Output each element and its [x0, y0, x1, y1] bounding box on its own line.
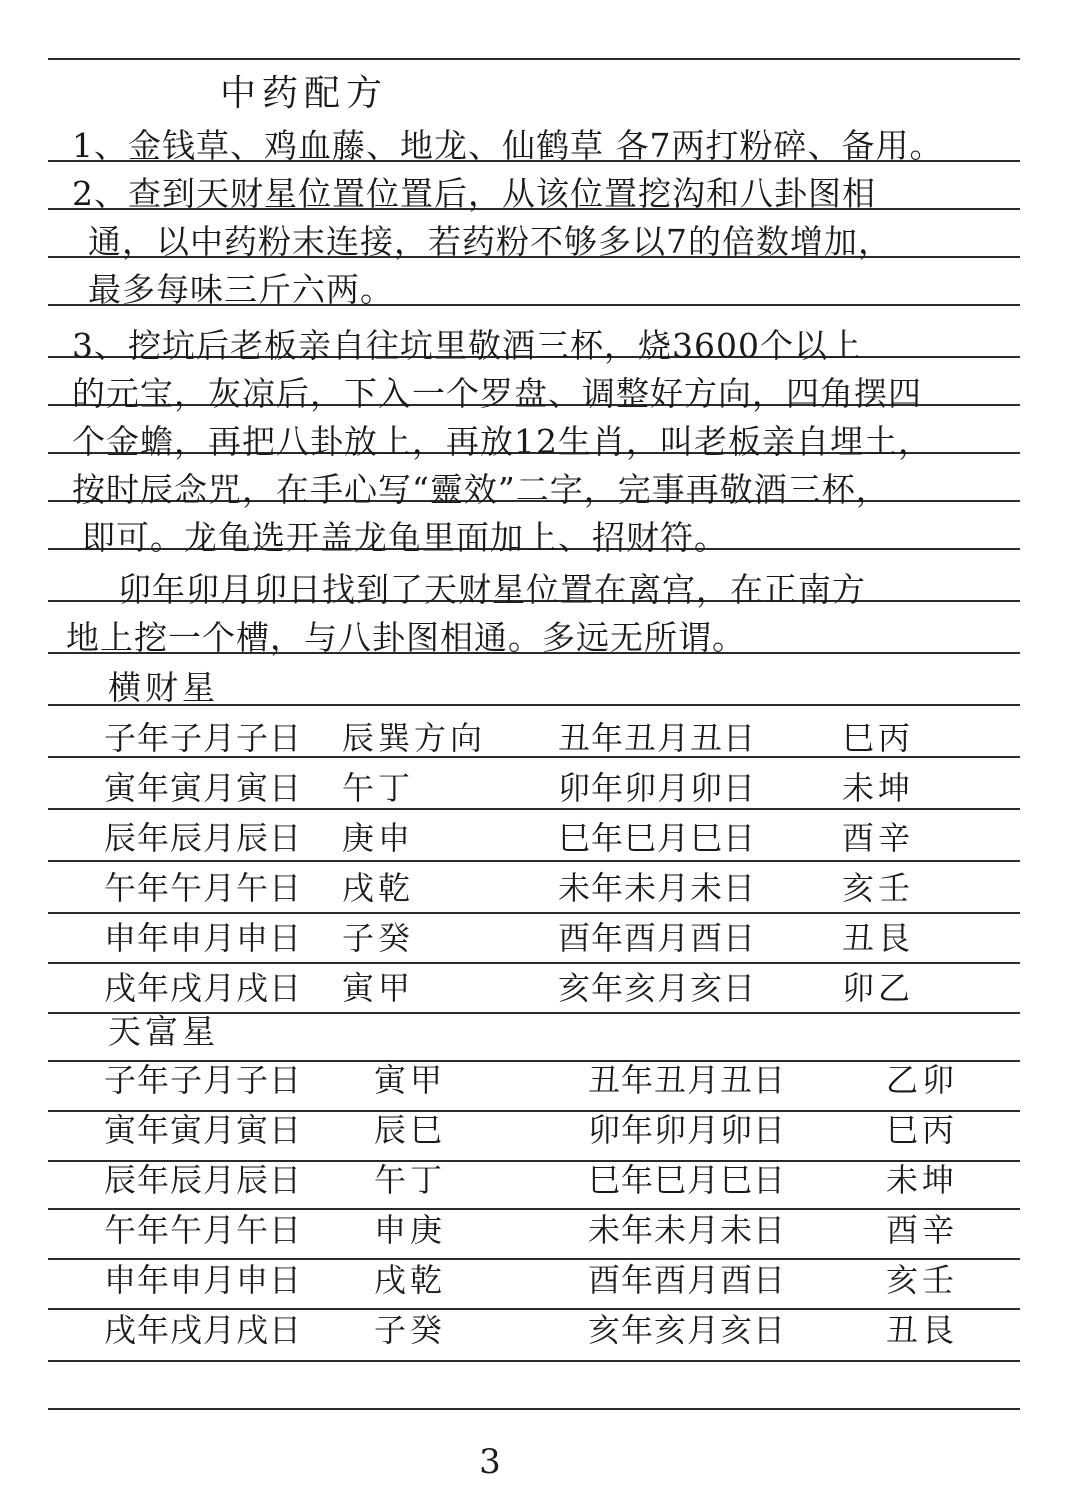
heng-cai-xing-left-date: 辰年辰月辰日: [104, 819, 303, 857]
tian-fu-xing-left-direction: 寅甲: [374, 1061, 447, 1099]
tian-fu-xing-right-date: 酉年酉月酉日: [588, 1261, 787, 1299]
tian-fu-xing-right-direction: 乙卯: [886, 1061, 959, 1099]
heng-cai-xing-right-direction: 亥壬: [842, 869, 915, 907]
heng-cai-xing-right-date: 丑年丑月丑日: [558, 719, 757, 757]
heng-cai-xing-left-direction: 辰巽方向: [342, 719, 487, 757]
ruled-line: [48, 1408, 1020, 1410]
tian-fu-xing-right-direction: 巳丙: [886, 1111, 959, 1149]
tian-fu-xing-right-date: 巳年巳月巳日: [588, 1161, 787, 1199]
tian-fu-xing-right-direction: 亥壬: [886, 1261, 959, 1299]
paragraph-line-1: 1、金钱草、鸡血藤、地龙、仙鹤草 各7两打粉碎、备用。: [72, 126, 944, 165]
paragraph-line-7: 个金蟾，再把八卦放上，再放12生肖，叫老板亲自埋土，: [72, 422, 932, 461]
tian-fu-xing-right-direction: 酉辛: [886, 1211, 959, 1249]
heng-cai-xing-left-date: 午年午月午日: [104, 869, 303, 907]
tian-fu-xing-right-date: 卯年卯月卯日: [588, 1111, 787, 1149]
tian-fu-xing-left-direction: 午丁: [374, 1161, 447, 1199]
heng-cai-xing-heading: 横财星: [108, 668, 219, 707]
paragraph-line-4: 最多每味三斤六两。: [88, 270, 394, 309]
ruled-line: [48, 1360, 1020, 1362]
heng-cai-xing-left-direction: 庚申: [342, 819, 415, 857]
page-title: 中药配方: [220, 73, 389, 114]
paragraph-line-5: 3、挖坑后老板亲自往坑里敬酒三杯，烧3600个以上: [72, 326, 862, 365]
heng-cai-xing-right-direction: 丑艮: [842, 919, 915, 957]
paragraph-line-10: 卯年卯月卯日找到了天财星位置在离宫，在正南方: [118, 570, 866, 609]
tian-fu-xing-right-date: 未年未月未日: [588, 1211, 787, 1249]
tian-fu-xing-left-direction: 戌乾: [374, 1261, 447, 1299]
heng-cai-xing-right-direction: 未坤: [842, 769, 915, 807]
tian-fu-xing-left-date: 子年子月子日: [104, 1061, 303, 1099]
heng-cai-xing-right-direction: 卯乙: [842, 969, 915, 1007]
tian-fu-xing-left-direction: 申庚: [374, 1211, 447, 1249]
heng-cai-xing-left-date: 子年子月子日: [104, 719, 303, 757]
tian-fu-xing-left-date: 申年申月申日: [104, 1261, 303, 1299]
heng-cai-xing-right-date: 酉年酉月酉日: [558, 919, 757, 957]
tian-fu-xing-right-date: 丑年丑月丑日: [588, 1061, 787, 1099]
heng-cai-xing-right-date: 未年未月未日: [558, 869, 757, 907]
paragraph-line-6: 的元宝，灰凉后，下入一个罗盘、调整好方向，四角摆四: [72, 374, 922, 413]
tian-fu-xing-left-date: 午年午月午日: [104, 1211, 303, 1249]
paragraph-line-9: 即可。龙龟选开盖龙龟里面加上、招财符。: [82, 518, 728, 557]
paragraph-line-8: 按时辰念咒，在手心写“靈效”二字，完事再敬酒三杯，: [72, 470, 890, 509]
heng-cai-xing-right-direction: 酉辛: [842, 819, 915, 857]
heng-cai-xing-left-date: 戌年戌月戌日: [104, 969, 303, 1007]
tian-fu-xing-left-direction: 辰巳: [374, 1111, 447, 1149]
paragraph-line-3: 通，以中药粉末连接，若药粉不够多以7的倍数增加，: [88, 222, 892, 261]
tian-fu-xing-right-date: 亥年亥月亥日: [588, 1311, 787, 1349]
heng-cai-xing-right-date: 亥年亥月亥日: [558, 969, 757, 1007]
heng-cai-xing-left-direction: 午丁: [342, 769, 415, 807]
heng-cai-xing-right-date: 卯年卯月卯日: [558, 769, 757, 807]
tian-fu-xing-heading: 天富星: [108, 1012, 219, 1051]
tian-fu-xing-left-date: 戌年戌月戌日: [104, 1311, 303, 1349]
heng-cai-xing-right-direction: 巳丙: [842, 719, 915, 757]
heng-cai-xing-left-date: 申年申月申日: [104, 919, 303, 957]
heng-cai-xing-right-date: 巳年巳月巳日: [558, 819, 757, 857]
heng-cai-xing-left-direction: 子癸: [342, 919, 415, 957]
heng-cai-xing-left-date: 寅年寅月寅日: [104, 769, 303, 807]
paragraph-line-11: 地上挖一个槽，与八卦图相通。多远无所谓。: [66, 618, 746, 657]
paragraph-line-2: 2、查到天财星位置位置后，从该位置挖沟和八卦图相: [72, 174, 876, 213]
tian-fu-xing-right-direction: 丑艮: [886, 1311, 959, 1349]
tian-fu-xing-right-direction: 未坤: [886, 1161, 959, 1199]
tian-fu-xing-left-date: 寅年寅月寅日: [104, 1111, 303, 1149]
tian-fu-xing-left-date: 辰年辰月辰日: [104, 1161, 303, 1199]
tian-fu-xing-left-direction: 子癸: [374, 1311, 447, 1349]
page-number: 3: [479, 1442, 501, 1482]
heng-cai-xing-left-direction: 寅甲: [342, 969, 415, 1007]
ruled-line: [48, 58, 1020, 60]
heng-cai-xing-left-direction: 戌乾: [342, 869, 415, 907]
